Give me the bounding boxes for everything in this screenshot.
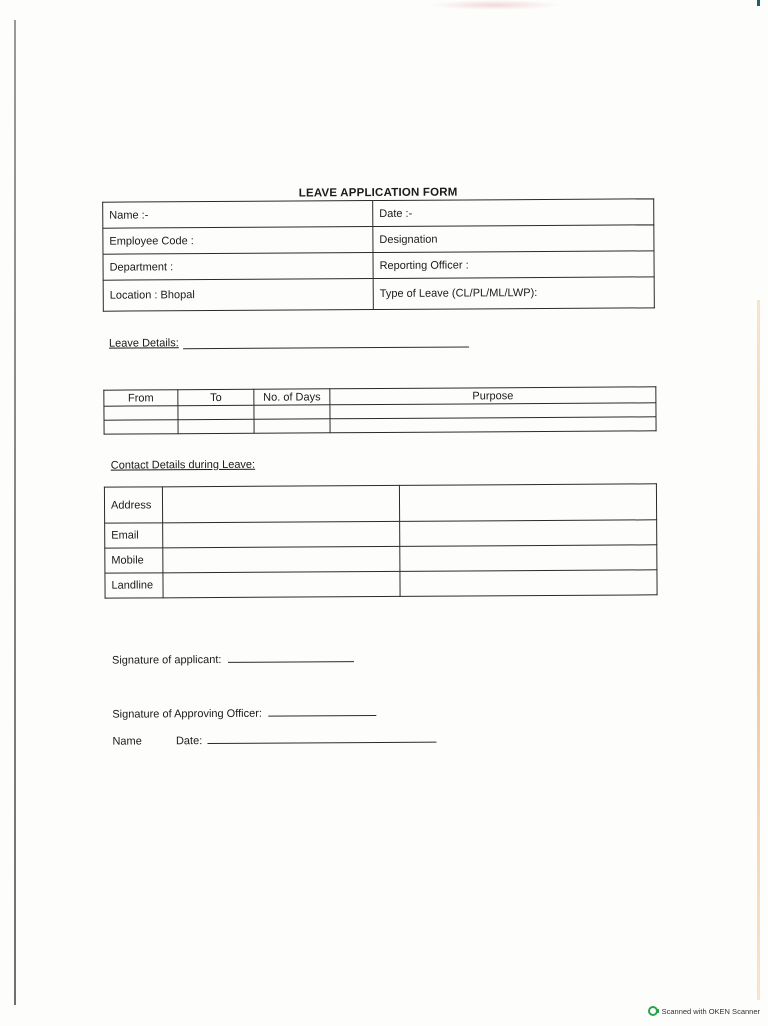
field-type-of-leave: Type of Leave (CL/PL/ML/LWP): xyxy=(373,277,654,310)
contact-label-email: Email xyxy=(105,523,163,548)
contact-details-heading: Contact Details during Leave: xyxy=(110,458,256,472)
table-row xyxy=(105,545,657,573)
table-cell xyxy=(162,485,399,522)
table-cell xyxy=(254,405,330,419)
field-date: Date :- xyxy=(373,199,654,227)
applicant-signature-line xyxy=(112,651,354,666)
table-cell xyxy=(104,420,178,434)
table-cell xyxy=(330,417,656,433)
scanner-logo-icon xyxy=(648,1006,658,1016)
table-row xyxy=(103,225,654,254)
applicant-signature-blank xyxy=(227,651,353,663)
table-row xyxy=(103,199,654,228)
leave-details-heading: Leave Details: xyxy=(109,337,179,350)
table-cell xyxy=(254,419,330,433)
field-name: Name :- xyxy=(103,201,373,229)
column-header-purpose: Purpose xyxy=(330,387,656,405)
scanner-stamp-text: Scanned with OKEN Scanner xyxy=(661,1006,760,1016)
table-cell xyxy=(178,405,254,419)
table-cell xyxy=(399,484,656,522)
employee-info-table xyxy=(102,198,655,311)
contact-label-address: Address xyxy=(104,487,162,523)
field-department: Department : xyxy=(103,253,373,281)
field-designation: Designation xyxy=(373,225,654,253)
table-cell xyxy=(178,419,254,433)
form-title: LEAVE APPLICATION FORM xyxy=(298,186,458,200)
table-cell xyxy=(400,570,657,597)
column-header-days: No. of Days xyxy=(254,389,330,405)
table-row xyxy=(105,570,657,598)
date-blank xyxy=(207,732,436,744)
table-row xyxy=(103,277,654,311)
scanner-stamp xyxy=(648,1006,760,1016)
table-cell xyxy=(400,545,657,572)
field-reporting-officer: Reporting Officer : xyxy=(373,251,654,279)
approving-officer-signature-label: Signature of Approving Officer: xyxy=(112,707,262,721)
column-header-from: From xyxy=(104,390,178,406)
field-employee-code: Employee Code : xyxy=(103,227,373,255)
contact-label-landline: Landline xyxy=(105,573,163,598)
leave-details-rule xyxy=(183,346,469,349)
table-cell xyxy=(400,520,657,547)
table-cell xyxy=(163,571,400,597)
table-cell xyxy=(163,546,400,572)
approving-officer-signature-blank xyxy=(268,705,376,717)
field-location: Location : Bhopal xyxy=(103,279,373,312)
table-row xyxy=(104,417,656,434)
contact-label-mobile: Mobile xyxy=(105,548,163,573)
leave-details-table xyxy=(103,386,656,434)
table-cell xyxy=(163,521,400,547)
column-header-to: To xyxy=(178,389,254,405)
date-label: Date: xyxy=(175,735,203,748)
applicant-signature-label: Signature of applicant: xyxy=(111,653,222,667)
name-label: Name xyxy=(112,735,142,748)
approving-officer-signature-line xyxy=(112,705,376,721)
name-date-line xyxy=(112,732,436,748)
contact-details-table xyxy=(104,483,658,598)
table-row xyxy=(104,484,656,523)
table-row xyxy=(103,251,654,280)
table-row xyxy=(105,520,657,548)
table-cell xyxy=(104,406,178,420)
